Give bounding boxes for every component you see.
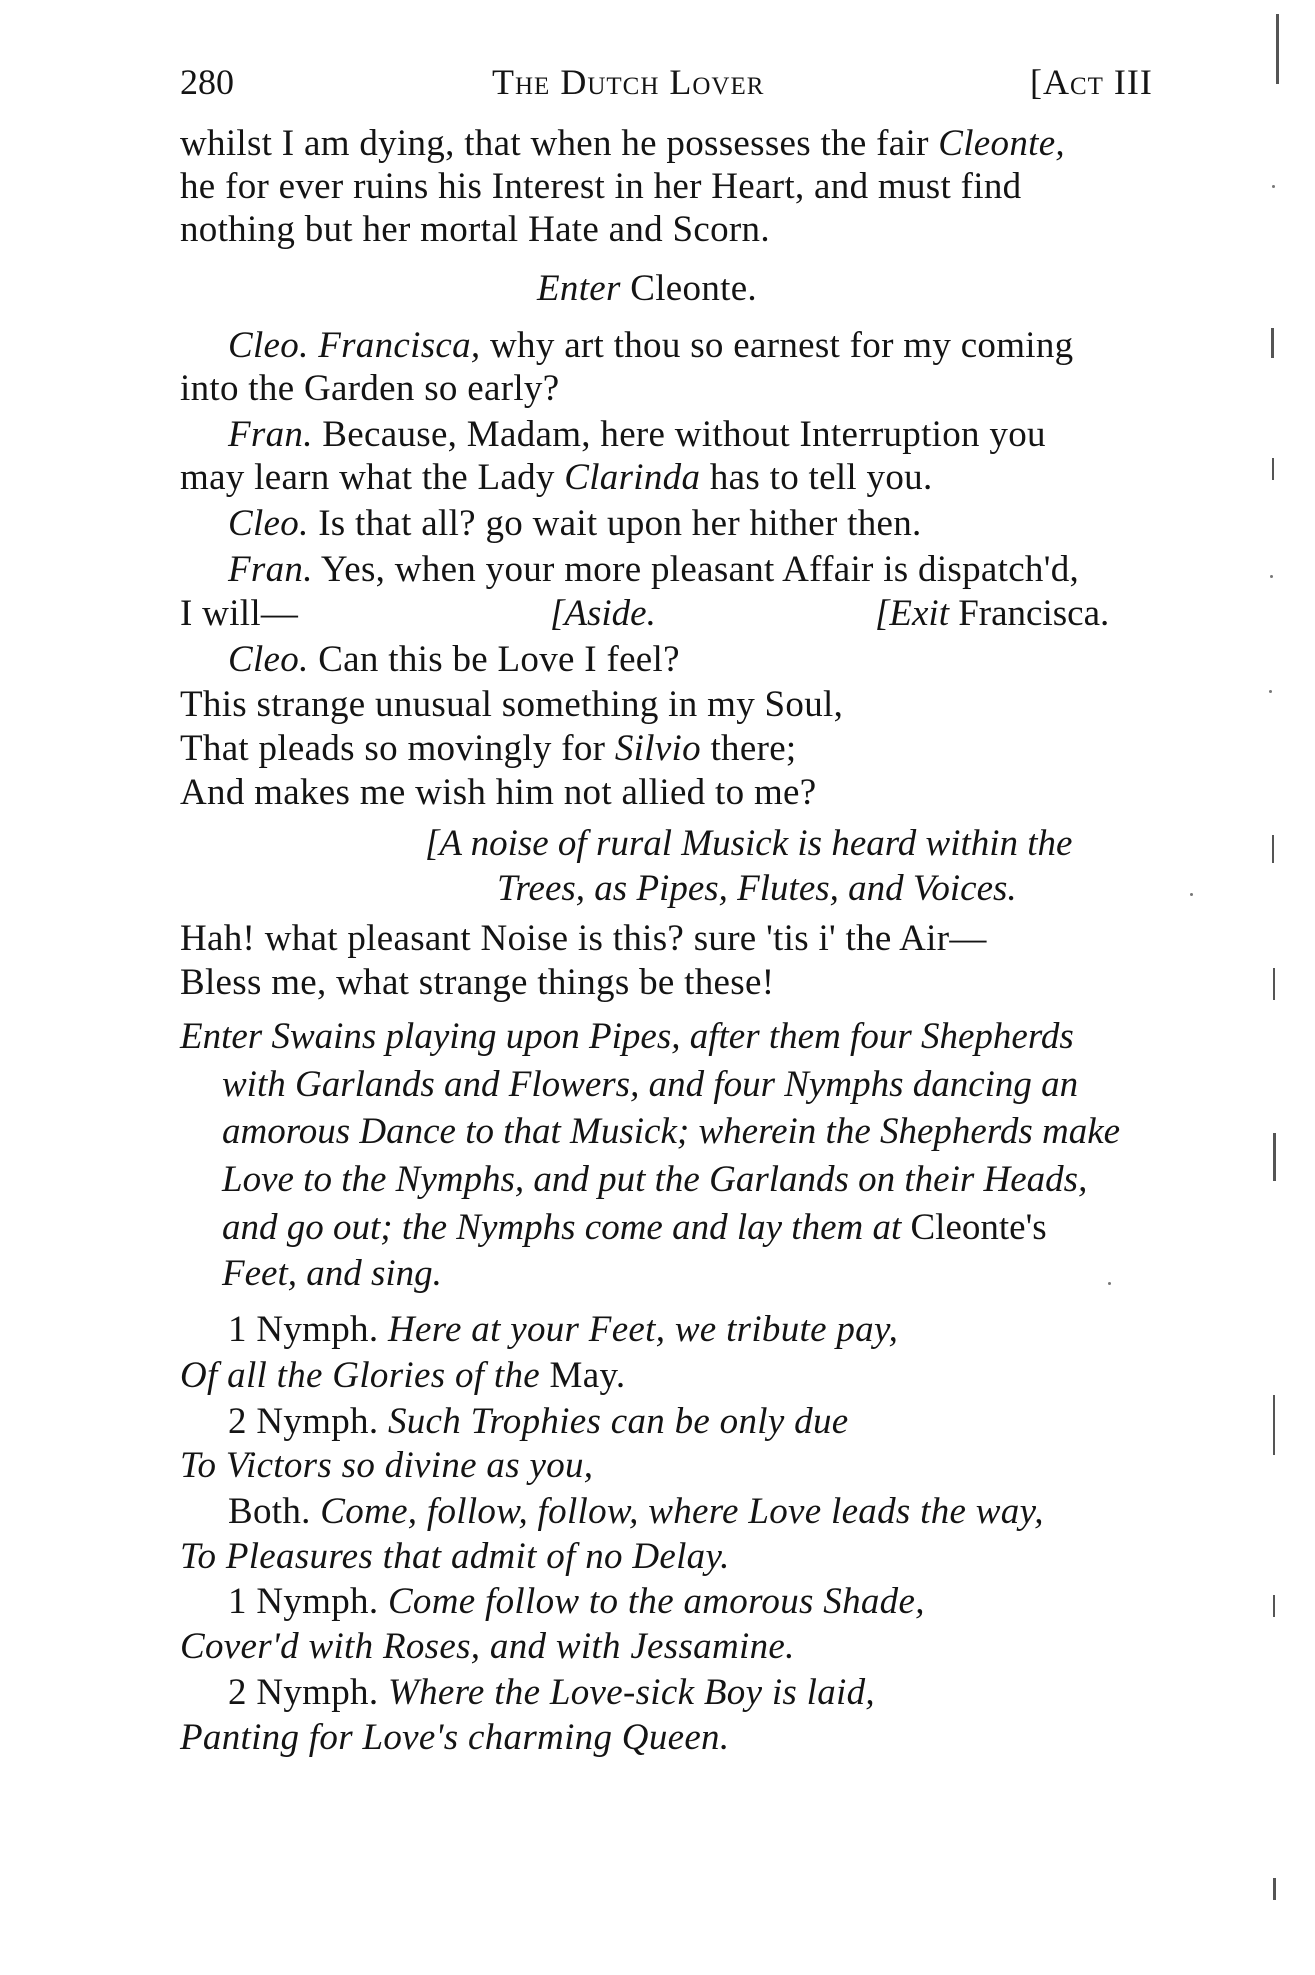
speaker-name: Cleo. xyxy=(228,325,309,366)
song-line: 2 Nymph. Where the Love-sick Boy is laid, xyxy=(228,1672,875,1713)
text-line: whilst I am dying, that when he possesses the fair Cleonte, xyxy=(180,123,1065,164)
speaker-name: 1 Nymph. xyxy=(228,1309,379,1350)
song-line: 1 Nymph. Here at your Feet, we tribute pay, xyxy=(228,1309,899,1350)
song-line: Both. Come, follow, follow, where Love leads the way, xyxy=(228,1491,1044,1532)
stage-direction: with Garlands and Flowers, and four Nymphs dancing an xyxy=(222,1064,1079,1105)
song-line: Panting for Love's charming Queen. xyxy=(180,1717,730,1758)
verse-line: This strange unusual something in my Soul, xyxy=(180,684,844,725)
song-line: To Victors so divine as you, xyxy=(180,1445,594,1486)
scan-artifact xyxy=(1272,185,1275,188)
scan-artifact xyxy=(1273,1133,1276,1181)
scan-artifact xyxy=(1273,968,1275,1000)
verse-line: And makes me wish him not allied to me? xyxy=(180,772,817,813)
speaker-name: Fran. xyxy=(228,414,313,455)
dialogue-line: into the Garden so early? xyxy=(180,368,560,409)
stage-direction: [A noise of rural Musick is heard within the xyxy=(425,823,1073,864)
dialogue-line: Fran. Because, Madam, here without Interruption you xyxy=(228,414,1046,455)
dialogue-line: Cleo. Francisca, why art thou so earnest for my coming xyxy=(228,325,1074,366)
verse-line: That pleads so movingly for Silvio there; xyxy=(180,728,797,769)
speaker-name: 1 Nymph. xyxy=(228,1581,379,1622)
scan-artifact xyxy=(1272,835,1274,863)
scan-artifact xyxy=(1276,14,1279,84)
act-marker: [Act III xyxy=(1030,62,1153,102)
speaker-name: Cleo. xyxy=(228,639,309,680)
stage-direction-enter: Enter Cleonte. xyxy=(537,268,757,309)
stage-direction-aside: [Aside. xyxy=(550,593,656,634)
song-line: Of all the Glories of the May. xyxy=(180,1355,626,1396)
scan-artifact xyxy=(1273,1595,1275,1617)
text-line: nothing but her mortal Hate and Scorn. xyxy=(180,209,770,250)
scan-artifact xyxy=(1108,1282,1111,1285)
speaker-name: 2 Nymph. xyxy=(228,1401,379,1442)
running-title: The Dutch Lover xyxy=(492,62,765,102)
stage-direction: Trees, as Pipes, Flutes, and Voices. xyxy=(497,868,1017,909)
verse-line: Bless me, what strange things be these! xyxy=(180,962,775,1003)
scan-artifact xyxy=(1273,1878,1276,1900)
dialogue-line: I will— xyxy=(180,593,299,634)
scan-artifact xyxy=(1271,328,1274,358)
song-line: 2 Nymph. Such Trophies can be only due xyxy=(228,1401,849,1442)
text-line: he for ever ruins his Interest in her Heart, and must find xyxy=(180,166,1022,207)
dialogue-line: Fran. Yes, when your more pleasant Affair is dispatch'd, xyxy=(228,549,1080,590)
stage-direction-exit: [Exit Francisca. xyxy=(875,593,1110,634)
song-line: Cover'd with Roses, and with Jessamine. xyxy=(180,1626,795,1667)
stage-direction: Love to the Nymphs, and put the Garlands on their Heads, xyxy=(222,1159,1088,1200)
scan-artifact xyxy=(1270,575,1273,578)
scan-artifact xyxy=(1273,1395,1275,1455)
verse-line: Hah! what pleasant Noise is this? sure 'tis i' the Air— xyxy=(180,918,987,959)
page-number: 280 xyxy=(180,62,234,102)
dialogue-line: may learn what the Lady Clarinda has to tell you. xyxy=(180,457,933,498)
speaker-name: 2 Nymph. xyxy=(228,1672,379,1713)
stage-direction: Enter Swains playing upon Pipes, after them four Shepherds xyxy=(180,1016,1074,1057)
song-line: 1 Nymph. Come follow to the amorous Shade, xyxy=(228,1581,925,1622)
stage-direction: and go out; the Nymphs come and lay them at Cleonte's xyxy=(222,1207,1047,1248)
song-line: To Pleasures that admit of no Delay. xyxy=(180,1536,730,1577)
stage-direction: Feet, and sing. xyxy=(222,1253,442,1294)
speaker-name: Fran. xyxy=(228,549,313,590)
speaker-name: Both. xyxy=(228,1491,311,1532)
scan-artifact xyxy=(1190,893,1193,896)
speaker-name: Cleo. xyxy=(228,503,309,544)
stage-direction: amorous Dance to that Musick; wherein the Shepherds make xyxy=(222,1111,1121,1152)
scan-artifact xyxy=(1269,690,1272,693)
scan-artifact xyxy=(1272,458,1274,480)
dialogue-line: Cleo. Is that all? go wait upon her hither then. xyxy=(228,503,922,544)
dialogue-line: Cleo. Can this be Love I feel? xyxy=(228,639,680,680)
